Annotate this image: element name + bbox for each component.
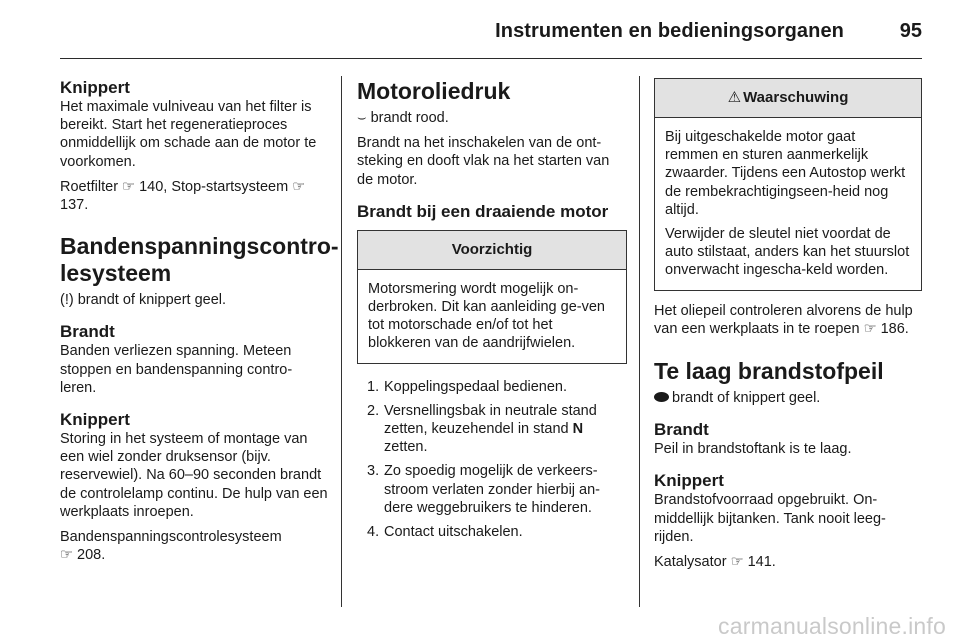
oil-pressure-heading: Motoroliedruk bbox=[357, 78, 511, 104]
knippert-heading: Knippert bbox=[60, 410, 130, 430]
knippert-text: Storing in het systeem of montage van een wiel zonder druksensor (bijv. reservewiel). Na 60–90 seconden brandt de controlelamp continu. De hulp van een werkplaats inroepen. bbox=[60, 431, 328, 520]
cross-reference: Roetfilter ☞ 140, Stop-startsysteem ☞ 137. bbox=[60, 178, 306, 214]
brandt-heading: Brandt bbox=[60, 322, 115, 342]
column-middle bbox=[357, 78, 627, 547]
knippert-text: Het maximale vulniveau van het filter is bereikt. Start het regeneratieproces onmiddellijk om schade aan de motor te voorkomen. bbox=[60, 99, 317, 170]
tpms-intro: (!) brandt of knippert geel. bbox=[60, 292, 227, 309]
caution-heading: Voorzichtig bbox=[358, 231, 626, 270]
warning-text: Bij uitgeschakelde motor gaat remmen en sturen aanmerkelijk zwaarder. Tijdens een Autostop werkt de rembekrachtigingseen-heid nog altijd. bbox=[665, 129, 906, 218]
caution-text: Motorsmering wordt mogelijk on-derbroken. Dit kan aanleiding ge-ven tot motorschade en/of tot het blokkeren van de aandrijfwielen. bbox=[368, 280, 605, 352]
running-engine-heading: Brandt bij een draaiende motor bbox=[357, 201, 609, 221]
column-divider bbox=[341, 76, 342, 607]
fuel-heading: Te laag brandstofpeil bbox=[654, 358, 884, 385]
column-right bbox=[654, 78, 922, 571]
warning-text: Verwijder de sleutel niet voordat de auto stilstaat, anders kan het stuurslot onverwacht ingescha-keld worden. bbox=[665, 226, 910, 279]
column-divider bbox=[639, 76, 640, 607]
page-number: 95 bbox=[899, 20, 922, 42]
brandt-text: Banden verliezen spanning. Meteen stoppen en bandenspanning contro-leren. bbox=[60, 343, 293, 396]
fuel-intro: brandt of knippert geel. bbox=[654, 389, 922, 407]
list-item: 4. Contact uitschakelen. bbox=[367, 524, 523, 541]
warning-box bbox=[654, 78, 922, 291]
steps-list bbox=[357, 378, 627, 542]
brandt-text: Peil in brandstoftank is te laag. bbox=[654, 441, 852, 458]
oil-can-icon: ⌣ bbox=[357, 110, 367, 126]
oil-text: Brandt na het inschakelen van de ont-steking en dooft vlak na het starten van de motor. bbox=[357, 135, 610, 188]
watermark: carmanualsonline.info bbox=[718, 613, 946, 639]
tpms-heading: Bandenspanningscontro- lesysteem bbox=[60, 233, 339, 287]
oil-intro: ⌣ brandt rood. bbox=[357, 110, 449, 126]
warning-icon: ⚠ bbox=[727, 89, 742, 106]
tire-pressure-icon: (!) bbox=[60, 292, 74, 309]
chapter-title: Instrumenten en bedieningsorganen bbox=[495, 20, 844, 42]
knippert-text: Brandstofvoorraad opgebruikt. On-middellijk bijtanken. Tank nooit leeg-rijden. bbox=[654, 492, 886, 545]
list-item: 3. Zo spoedig mogelijk de verkeers-stroom verlaten zonder hierbij an-dere weggebruikers te hinderen. bbox=[367, 463, 600, 516]
page-header bbox=[60, 0, 922, 59]
knippert-heading: Knippert bbox=[60, 78, 130, 97]
list-item: 2. Versnellingsbak in neutrale stand zetten, keuzehendel in stand N zetten. bbox=[367, 402, 597, 456]
cross-reference: Bandenspanningscontrolesysteem ☞ 208. bbox=[60, 529, 282, 564]
warning-heading: ⚠ Waarschuwing bbox=[655, 79, 921, 118]
column-left bbox=[60, 78, 339, 564]
cross-reference: Katalysator ☞ 141. bbox=[654, 554, 776, 571]
caution-box bbox=[357, 230, 627, 364]
knippert-heading: Knippert bbox=[654, 471, 724, 491]
list-item: 1. Koppelingspedaal bedienen. bbox=[367, 378, 568, 395]
fuel-icon bbox=[654, 392, 669, 402]
oil-check-text: Het oliepeil controleren alvorens de hulp van een werkplaats in te roepen ☞ 186. bbox=[654, 302, 913, 337]
brandt-heading: Brandt bbox=[654, 420, 709, 440]
